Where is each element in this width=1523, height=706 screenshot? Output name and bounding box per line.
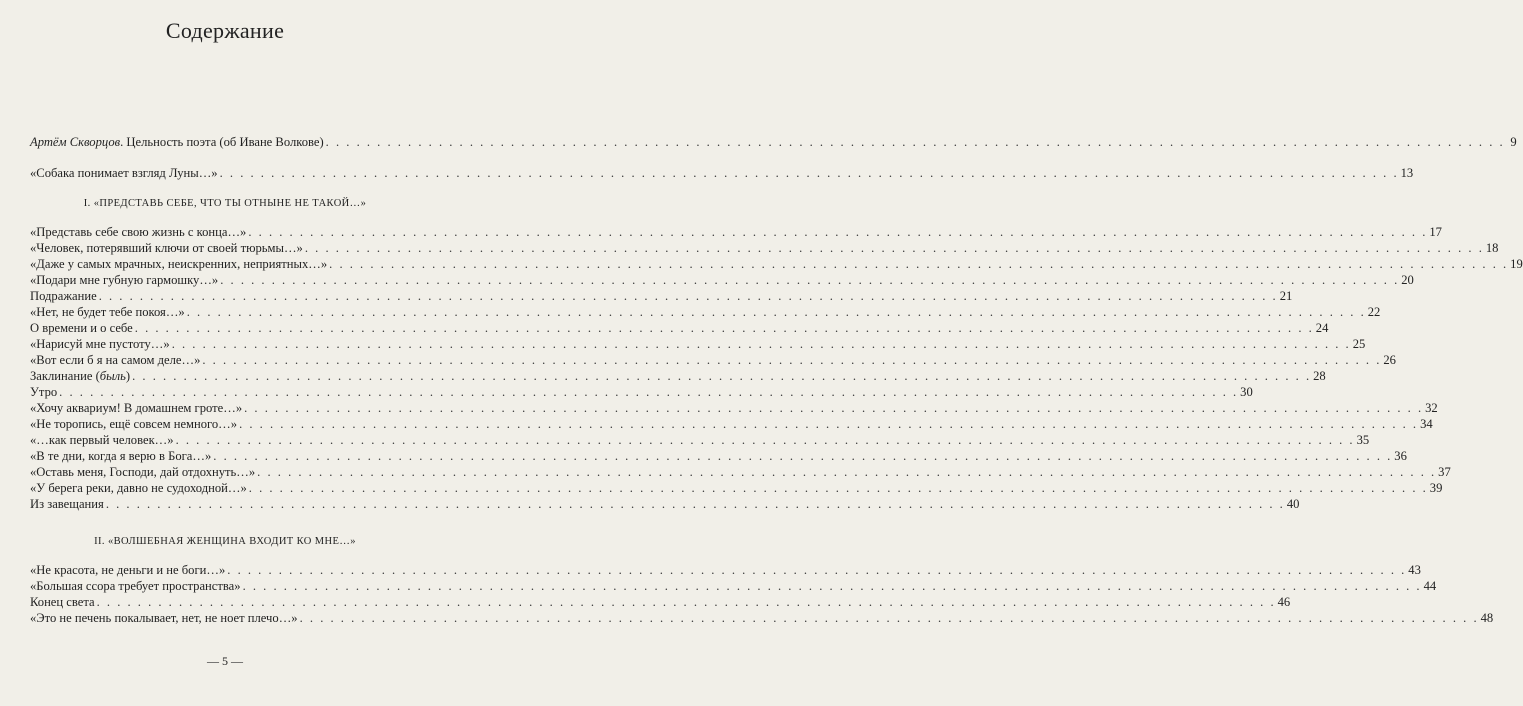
toc-entry (30, 611, 1494, 626)
entry-page: 24 (1315, 321, 1329, 335)
entry-title: «Это не печень покалывает, нет, не ноет плечо…» (30, 611, 298, 625)
entry-page: 32 (1425, 401, 1438, 415)
toc-entry (30, 579, 1437, 594)
leader-dots (213, 449, 1392, 464)
toc-entry (30, 353, 1396, 368)
entry-title: «Не красота, не деньги и не боги…» (30, 563, 226, 577)
toc-entry (30, 135, 1517, 150)
toc-entry (30, 273, 1414, 288)
toc-entry (30, 497, 1300, 512)
entry-page: 22 (1367, 305, 1381, 319)
entry-title: «Оставь меня, Господи, дай отдохнуть…» (30, 465, 256, 479)
leader-dots (326, 135, 1505, 150)
entry-page: 18 (1485, 241, 1499, 255)
toc-entry (30, 433, 1370, 448)
entry-title: «Нет, не будет тебе покоя…» (30, 305, 185, 319)
entry-page: 35 (1356, 433, 1370, 447)
leader-dots (176, 433, 1355, 448)
entry-page: 30 (1240, 385, 1253, 399)
entry-title: «Нарисуй мне пустоту…» (30, 337, 170, 351)
leader-dots (97, 595, 1276, 610)
entry-page: 44 (1423, 579, 1437, 593)
toc-entry (30, 385, 1253, 400)
toc-entry (30, 305, 1381, 320)
entry-title: «Собака понимает взгляд Луны…» (30, 166, 218, 180)
entry-page: 36 (1394, 449, 1407, 463)
entry-page: 46 (1277, 595, 1291, 609)
leader-dots (305, 241, 1484, 256)
entry-title: «Представь себе свою жизнь с конца…» (30, 225, 247, 239)
toc-entry (30, 465, 1451, 480)
toc-entry (30, 166, 1414, 181)
leader-dots (187, 305, 1366, 320)
entry-author: Артём Скворцов (30, 135, 121, 149)
entry-title: «Вот если б я на самом деле…» (30, 353, 201, 367)
entry-title: «Не торопись, ещё совсем немного…» (30, 417, 238, 431)
leader-dots (257, 465, 1436, 480)
entry-page: 34 (1420, 417, 1433, 431)
entry-title: «Подари мне губную гармошку…» (30, 273, 219, 287)
leader-dots (220, 273, 1399, 288)
entry-title: Заклинание ( (30, 369, 100, 383)
leader-dots (172, 337, 1351, 352)
toc-entry (30, 225, 1442, 240)
leader-dots (106, 497, 1285, 512)
entry-page: 40 (1286, 497, 1300, 511)
leader-dots (244, 401, 1423, 416)
leader-dots (135, 321, 1314, 336)
entry-title: «Хочу аквариум! В домашнем гроте…» (30, 401, 243, 415)
entry-page: 19 (1510, 257, 1523, 271)
entry-page: 25 (1352, 337, 1366, 351)
entry-title: «Большая ссора требует пространства» (30, 579, 241, 593)
toc-entry (30, 595, 1291, 610)
toc-entry (30, 337, 1366, 352)
leader-dots (243, 579, 1422, 594)
entry-title: «Человек, потерявший ключи от своей тюрьмы…» (30, 241, 303, 255)
entry-page: 9 (1510, 135, 1517, 149)
leader-dots (249, 481, 1428, 496)
leader-dots (132, 369, 1311, 384)
entry-title: Из завещания (30, 497, 104, 511)
entry-title-italic: быль (99, 369, 126, 383)
leader-dots (202, 353, 1381, 368)
entry-title: «У берега реки, давно не судоходной…» (30, 481, 247, 495)
entry-title: «…как первый человек…» (30, 433, 174, 447)
toc-entry (30, 241, 1499, 256)
leader-dots (300, 611, 1479, 626)
entry-page: 43 (1408, 563, 1421, 577)
entry-title: Конец света (30, 595, 95, 609)
leader-dots (329, 257, 1508, 272)
toc-entry (30, 449, 1407, 464)
entry-title: О времени и о себе (30, 321, 133, 335)
toc-entry (30, 563, 1421, 578)
toc-entry (30, 369, 1326, 384)
toc-entry (30, 417, 1433, 432)
page-number: — 5 — (207, 654, 243, 668)
entry-title: «В те дни, когда я верю в Бога…» (30, 449, 212, 463)
entry-page: 20 (1401, 273, 1414, 287)
leader-dots (248, 225, 1427, 240)
page-title: Содержание (165, 18, 285, 43)
leader-dots (220, 166, 1399, 181)
toc-entry (30, 481, 1443, 496)
toc-entry (30, 257, 1523, 272)
leader-dots (227, 563, 1406, 578)
entry-page: 48 (1480, 611, 1494, 625)
entry-page: 28 (1313, 369, 1326, 383)
entry-page: 26 (1383, 353, 1396, 367)
toc-entry (30, 289, 1293, 304)
entry-page: 13 (1400, 166, 1414, 180)
leader-dots (99, 289, 1278, 304)
entry-page: 17 (1429, 225, 1442, 239)
entry-title: «Даже у самых мрачных, неискренних, неприятных…» (30, 257, 328, 271)
toc-entry (30, 401, 1438, 416)
entry-page: 21 (1279, 289, 1293, 303)
entry-title-end: ) (125, 369, 131, 383)
entry-page: 39 (1429, 481, 1443, 495)
leader-dots (239, 417, 1418, 432)
entry-title: Подражание (30, 289, 97, 303)
section-heading: II. «ВОЛШЕБНАЯ ЖЕНЩИНА ВХОДИТ КО МНЕ…» (94, 536, 356, 547)
section-heading: I. «ПРЕДСТАВЬ СЕБЕ, ЧТО ТЫ ОТНЫНЕ НЕ ТАКОЙ…» (83, 198, 367, 209)
entry-title: Утро (30, 385, 58, 399)
leader-dots (59, 385, 1238, 400)
toc-entry (30, 321, 1329, 336)
entry-page: 37 (1438, 465, 1451, 479)
entry-title: . Цельность поэта (об Иване Волкове) (120, 135, 324, 149)
